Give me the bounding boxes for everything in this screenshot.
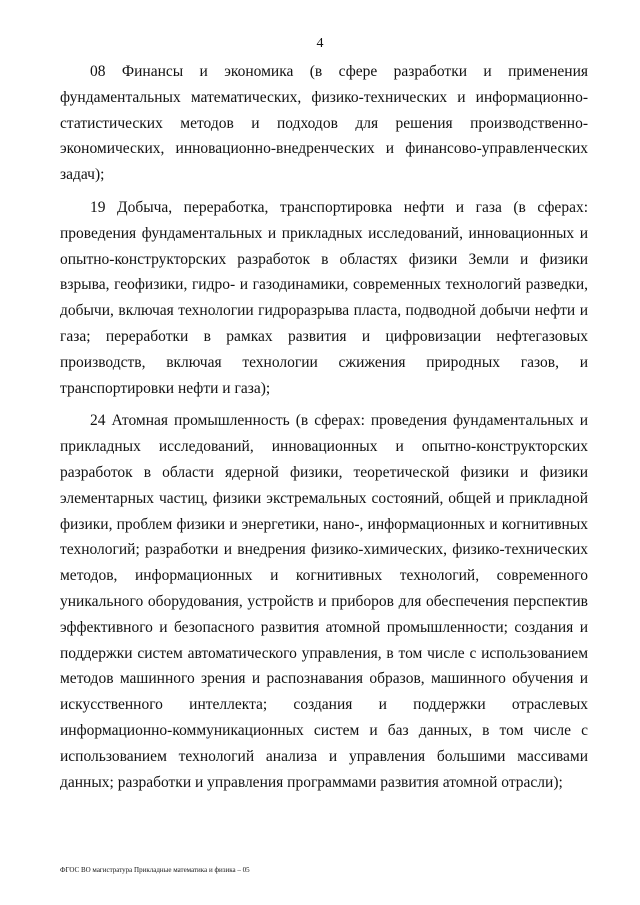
document-body (60, 59, 588, 802)
page-number: 4 (316, 36, 324, 51)
paragraph-finance: 08 Финансы и экономика (в сфере разработки и применения фундаментальных математических, физико-технических и информационно-статистических методов и подходов для решения производственно-экономических, инновационно-внедренческих и финансово-управленческих задач); (60, 63, 588, 184)
page-footer: ФГОС ВО магистратура Прикладные математика и физика – 05 (60, 866, 250, 874)
paragraph-oil-gas: 19 Добыча, переработка, транспортировка нефти и газа (в сферах: проведения фундаментальных и прикладных исследований, инновационных и опытно-конструкторских разработок в областях физики Земли и физики взрыва, геофизики, гидро- и газодинамики, современных технологий разведки, добычи, включая технологии гидроразрыва пласта, подводной добычи нефти и газа; переработки в рамках развития и цифровизации нефтегазовых производств, включая технологии сжижения природных газов, и транспортировки нефти и газа); (60, 198, 588, 397)
paragraph-nuclear: 24 Атомная промышленность (в сферах: проведения фундаментальных и прикладных исследований, инновационных и опытно-конструкторских разработок в области ядерной физики, теоретической физики и физики элементарных частиц, физики экстремальных состояний, общей и прикладной физики, проблем физики и энергетики, нано-, информационных и когнитивных технологий; разработки и внедрения физико-химических, физико-технических методов, информационных и когнитивных технологий, современного уникального оборудования, устройств и приборов для обеспечения перспектив эффективного и безопасного развития атомной промышленности; создания и поддержки систем автоматического управления, в том числе с использованием методов машинного зрения и распознавания образов, машинного обучения и искусственного интеллекта; создания и поддержки отраслевых информационно-коммуникационных систем и баз данных, в том числе с использованием технологий анализа и управления большими массивами данных; разработки и управления программами развития атомной отрасли); (60, 412, 588, 791)
